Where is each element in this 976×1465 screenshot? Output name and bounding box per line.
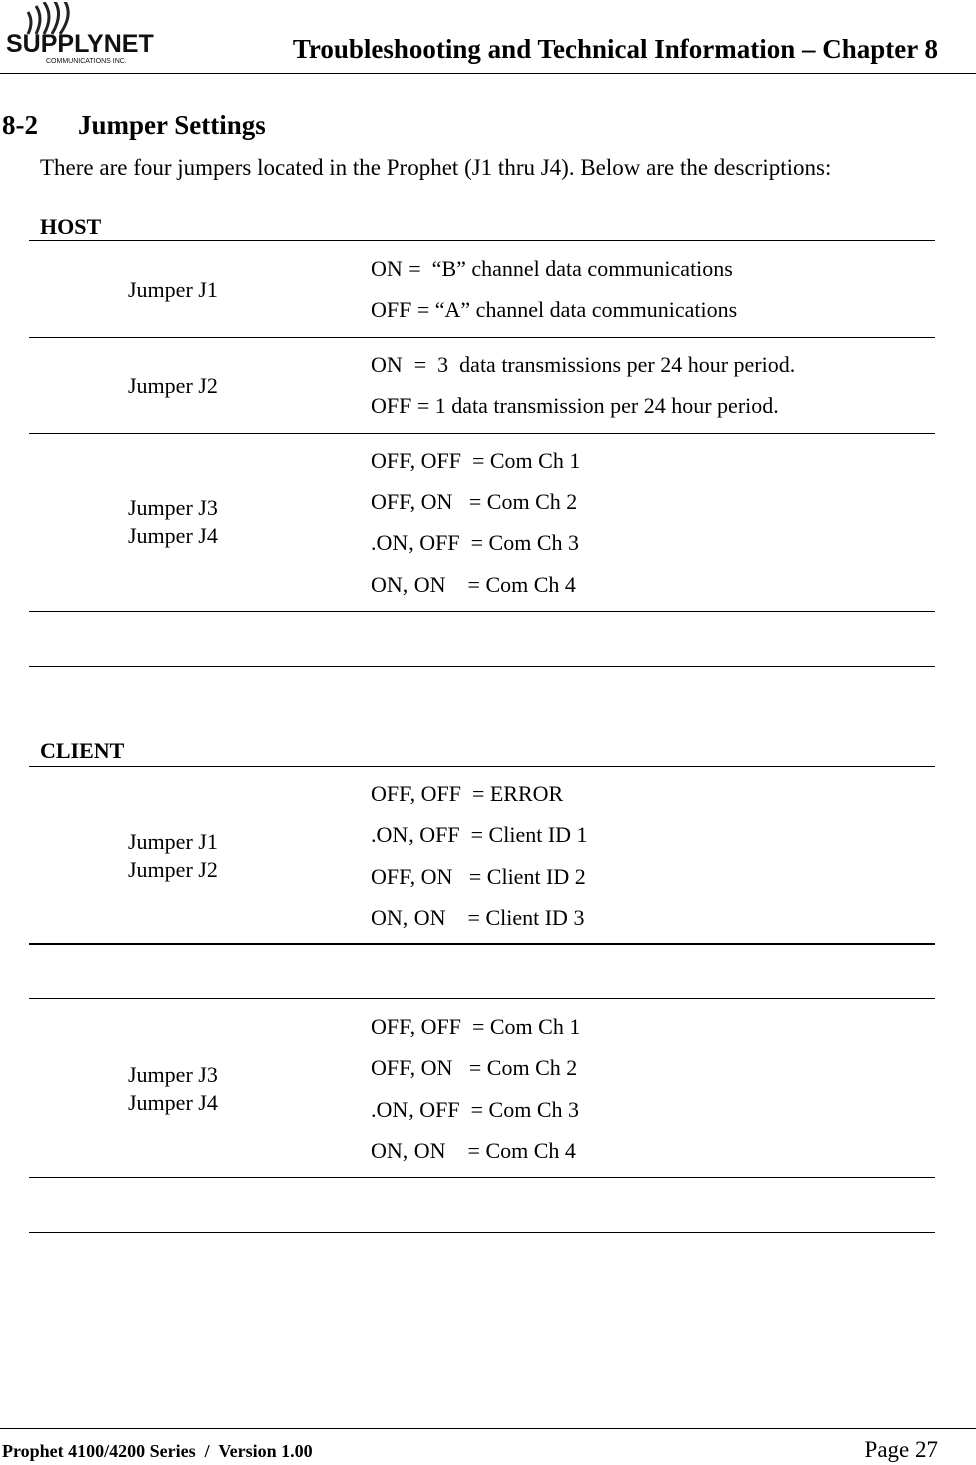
host-j3j4-setting-4: ON, ON = Com Ch 4	[371, 572, 576, 597]
supplynet-logo	[4, 2, 164, 66]
client-j1j2-setting-1: OFF, OFF = ERROR	[371, 781, 564, 806]
client-j1j2-setting-2: .ON, OFF = Client ID 1	[371, 822, 588, 847]
host-j3j4-setting-2: OFF, ON = Com Ch 2	[371, 489, 578, 514]
client-j1j2-setting-4: ON, ON = Client ID 3	[371, 905, 585, 930]
client-j3j4-setting-3: .ON, OFF = Com Ch 3	[371, 1097, 580, 1122]
host-j1-setting-off: OFF = “A” channel data communications	[371, 297, 738, 322]
intro-paragraph: There are four jumpers located in the Prophet (J1 thru J4). Below are the descriptions:	[40, 155, 832, 180]
jumper-label: Jumper J3	[128, 1062, 218, 1087]
table-rule	[29, 1232, 935, 1233]
jumper-label: Jumper J1	[128, 277, 218, 302]
host-j3j4-setting-1: OFF, OFF = Com Ch 1	[371, 448, 581, 473]
client-j1j2-setting-3: OFF, ON = Client ID 2	[371, 864, 586, 889]
client-label: CLIENT	[40, 738, 125, 763]
footer-divider	[0, 1428, 976, 1429]
host-jumper-j1	[128, 276, 218, 304]
table-rule	[29, 611, 935, 612]
jumper-label: Jumper J1	[128, 829, 218, 854]
table-rule	[29, 766, 935, 767]
client-jumper-j1-j2	[128, 828, 218, 884]
table-rule	[29, 240, 935, 241]
table-rule	[29, 666, 935, 667]
logo-wordmark: SUPPLYNET	[6, 30, 154, 58]
logo-subtext: COMMUNICATIONS INC.	[46, 58, 127, 65]
jumper-label: Jumper J3	[128, 495, 218, 520]
host-j2-setting-on: ON = 3 data transmissions per 24 hour period.	[371, 352, 796, 377]
table-rule	[29, 337, 935, 338]
table-rule	[29, 433, 935, 434]
table-rule	[29, 998, 935, 999]
jumper-label: Jumper J2	[128, 857, 218, 882]
header-divider	[0, 73, 976, 74]
host-j1-setting-on: ON = “B” channel data communications	[371, 256, 733, 281]
host-label: HOST	[40, 214, 102, 239]
client-j3j4-setting-2: OFF, ON = Com Ch 2	[371, 1055, 578, 1080]
section-title: Jumper Settings	[78, 110, 266, 140]
section-number: 8-2	[2, 110, 38, 140]
signal-waves-icon	[4, 2, 164, 66]
host-jumper-j3-j4	[128, 494, 218, 550]
client-j3j4-setting-1: OFF, OFF = Com Ch 1	[371, 1014, 581, 1039]
host-j3j4-setting-3: .ON, OFF = Com Ch 3	[371, 530, 580, 555]
page-number: Page 27	[864, 1437, 938, 1462]
jumper-label: Jumper J2	[128, 373, 218, 398]
client-j3j4-setting-4: ON, ON = Com Ch 4	[371, 1138, 576, 1163]
jumper-label: Jumper J4	[128, 1090, 218, 1115]
table-rule	[29, 1177, 935, 1178]
section-heading	[2, 110, 266, 141]
table-rule	[29, 943, 935, 945]
host-jumper-j2	[128, 372, 218, 400]
page-title: Troubleshooting and Technical Information – Chapter 8	[292, 34, 938, 64]
jumper-label: Jumper J4	[128, 523, 218, 548]
footer-product-version: Prophet 4100/4200 Series / Version 1.00	[2, 1441, 313, 1461]
host-j2-setting-off: OFF = 1 data transmission per 24 hour period.	[371, 393, 779, 418]
client-jumper-j3-j4	[128, 1061, 218, 1117]
